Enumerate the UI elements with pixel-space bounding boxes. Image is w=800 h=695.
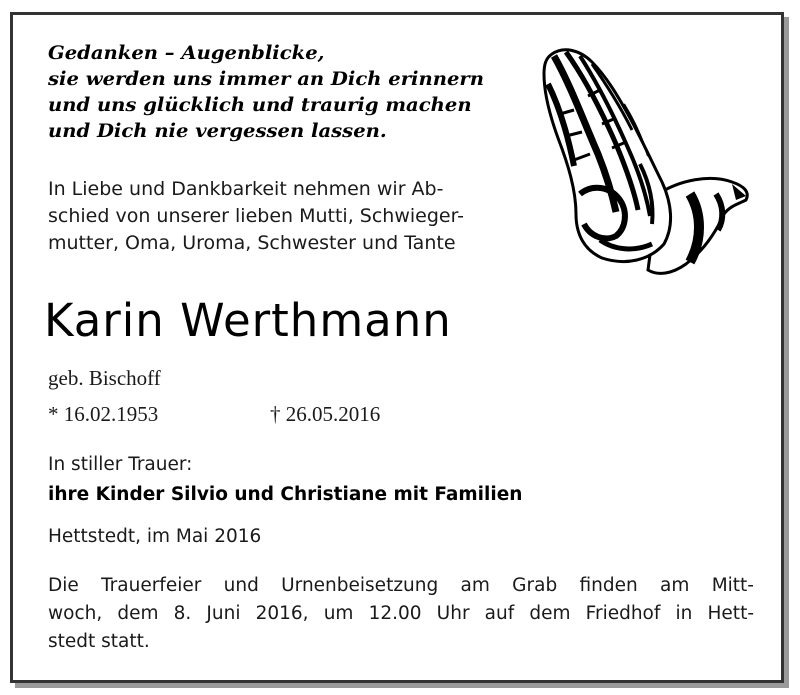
funeral-line: Die Trauerfeier und Urnenbeisetzung am Grab finden am Mitt- (48, 575, 754, 596)
intro-line: schied von unserer lieben Mutti, Schwieger- (48, 205, 465, 227)
intro-line: mutter, Oma, Uroma, Schwester und Tante (48, 232, 456, 254)
mourning-heading: In stiller Trauer: (48, 454, 193, 475)
funeral-line: woch, dem 8. Juni 2016, um 12.00 Uhr auf dem Friedhof in Hett- (48, 603, 754, 624)
praying-hands-icon (540, 44, 752, 276)
poem-line: und Dich nie vergessen lassen. (48, 120, 387, 142)
intro-line: In Liebe und Dankbarkeit nehmen wir Ab- (48, 178, 444, 200)
poem-line: Gedanken – Augenblicke, (48, 42, 325, 64)
death-date: † 26.05.2016 (270, 402, 381, 426)
poem-verse (48, 40, 484, 144)
poem-line: und uns glücklich und traurig machen (48, 94, 472, 116)
mourners-list: ihre Kinder Silvio und Christiane mit Familien (48, 484, 523, 505)
poem-line: sie werden uns immer an Dich erinnern (48, 68, 484, 90)
funeral-line: stedt statt. (48, 631, 150, 652)
mourning-block (48, 450, 522, 510)
maiden-name: geb. Bischoff (48, 366, 161, 390)
intro-text (48, 176, 464, 257)
funeral-notice (48, 572, 754, 656)
place-date: Hettstedt, im Mai 2016 (48, 526, 262, 547)
deceased-name: Karin Werthmann (44, 294, 452, 347)
birth-date: * 16.02.1953 (48, 402, 159, 426)
